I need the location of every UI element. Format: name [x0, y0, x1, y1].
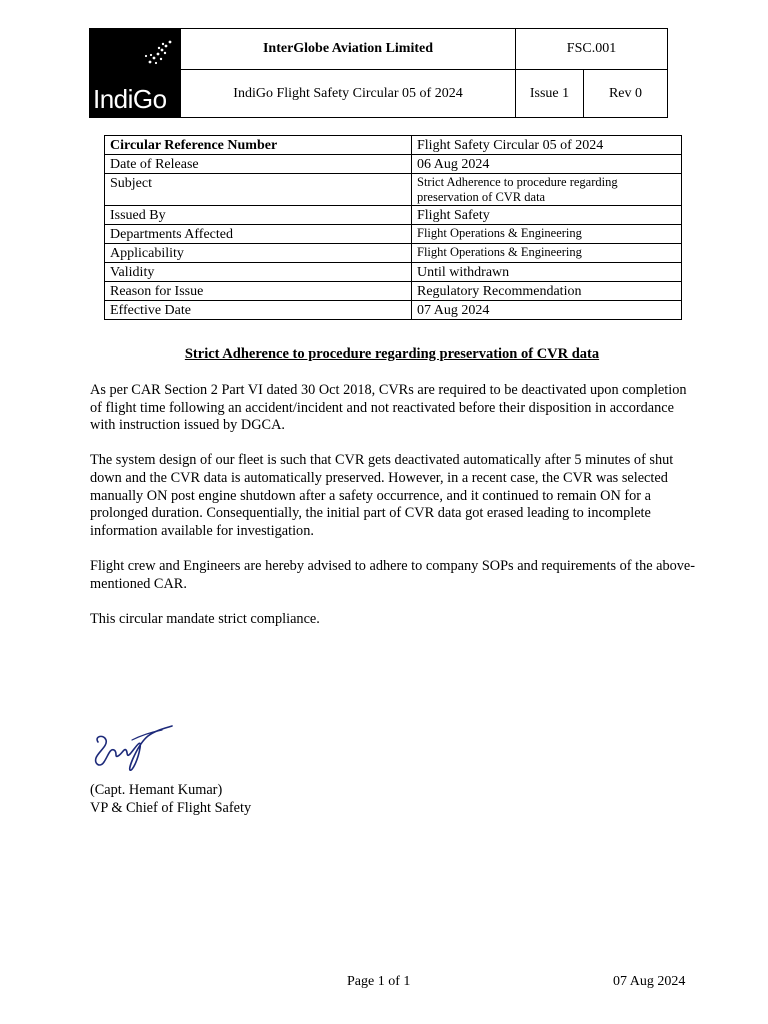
info-label: Effective Date: [105, 301, 412, 320]
plane-logo-icon: [142, 39, 176, 67]
info-label: Validity: [105, 263, 412, 282]
signer-role: VP & Chief of Flight Safety: [90, 800, 252, 816]
table-row: [105, 206, 682, 225]
table-row: [105, 155, 682, 174]
info-value: 06 Aug 2024: [412, 155, 682, 174]
info-value: Strict Adherence to procedure regarding preservation of CVR data: [412, 174, 682, 206]
info-label: Reason for Issue: [105, 282, 412, 301]
signature-icon: [92, 722, 176, 774]
table-row: [105, 301, 682, 320]
info-label: Issued By: [105, 206, 412, 225]
circular-body: [90, 382, 696, 646]
circular-info-table: [104, 135, 682, 320]
document-code: FSC.001: [516, 29, 668, 70]
info-label: Departments Affected: [105, 225, 412, 244]
signer-block: [90, 781, 251, 817]
circular-title: IndiGo Flight Safety Circular 05 of 2024: [181, 70, 516, 118]
info-label: Circular Reference Number: [105, 136, 412, 155]
issue-number: Issue 1: [516, 70, 584, 118]
body-paragraph: As per CAR Section 2 Part VI dated 30 Oct 2018, CVRs are required to be deactivated upon completion of flight time following an accident/incident and not reactivated before their disposition in accordance with instruction issued by DGCA.: [90, 382, 687, 434]
info-label: Applicability: [105, 244, 412, 263]
info-value: Flight Safety: [412, 206, 682, 225]
circular-heading: Strict Adherence to procedure regarding preservation of CVR data: [184, 346, 600, 362]
body-paragraph: This circular mandate strict compliance.: [90, 610, 320, 627]
company-logo: [90, 29, 181, 118]
info-label: Subject: [105, 174, 412, 206]
table-row: [105, 282, 682, 301]
info-value: Regulatory Recommendation: [412, 282, 682, 301]
info-value: Flight Safety Circular 05 of 2024: [412, 136, 682, 155]
table-row: [105, 244, 682, 263]
footer-date: 07 Aug 2024: [613, 974, 686, 989]
info-value: Flight Operations & Engineering: [412, 244, 682, 263]
body-paragraph: The system design of our fleet is such that CVR gets deactivated automatically after 5 minutes of shut down and the CVR data is automatically preserved. However, in a recent case, the CVR was selected manually ON post engine shutdown after a safety occurrence, and it continued to remain ON for a prolonged duration. Consequentially, the initial part of CVR data got erased leading to incomplete information available for investigation.: [90, 452, 674, 539]
company-name: InterGlobe Aviation Limited: [181, 29, 516, 70]
info-label: Date of Release: [105, 155, 412, 174]
header-table: [89, 28, 668, 118]
table-row: [105, 136, 682, 155]
signer-name: (Capt. Hemant Kumar): [90, 782, 223, 798]
logo-text: IndiGo: [93, 84, 167, 114]
table-row: [105, 174, 682, 206]
revision-number: Rev 0: [584, 70, 668, 118]
body-paragraph: Flight crew and Engineers are hereby advised to adhere to company SOPs and requirements of the above-mentioned CAR.: [90, 557, 696, 592]
table-row: [105, 263, 682, 282]
table-row: [105, 225, 682, 244]
page-number: Page 1 of 1: [347, 974, 411, 989]
info-value: 07 Aug 2024: [412, 301, 682, 320]
info-value: Until withdrawn: [412, 263, 682, 282]
info-value: Flight Operations & Engineering: [412, 225, 682, 244]
